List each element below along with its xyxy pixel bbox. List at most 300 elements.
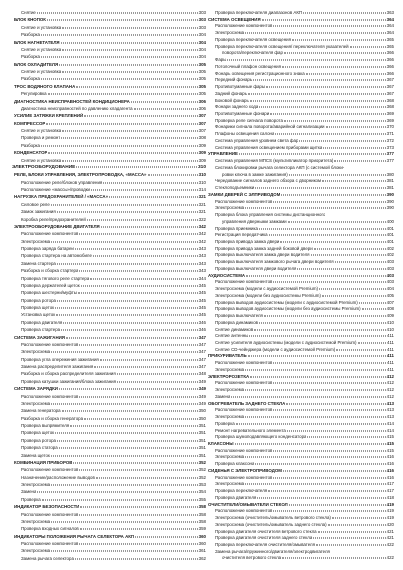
toc-page-number: 412 [386, 380, 394, 386]
toc-entry [12, 217, 206, 223]
toc-page-number: 347 [198, 349, 206, 355]
toc-entry [12, 438, 206, 444]
toc-entry [12, 180, 206, 186]
toc-page-number: 345 [198, 282, 206, 288]
toc-entry-title: Передний фонарь [215, 77, 253, 83]
toc-page-number: 402 [386, 252, 394, 258]
toc-entry-title: Проверка выключателя замкового рычага двери водителя [215, 259, 334, 265]
dot-leader [37, 492, 197, 493]
toc-entry [206, 515, 394, 521]
toc-entry [12, 276, 206, 282]
dot-leader [280, 241, 385, 242]
toc-entry [206, 542, 394, 548]
toc-page-number: 390 [386, 205, 394, 211]
dot-leader [268, 491, 386, 492]
toc-entry-title: Проверка реле сигнала поворота [215, 117, 283, 123]
dot-leader [292, 39, 386, 40]
dot-leader [57, 300, 198, 301]
toc-page-number: 419 [386, 501, 394, 507]
toc-entry [206, 434, 394, 440]
toc-page-number: 349 [198, 393, 206, 399]
toc-page-number: 422 [386, 555, 394, 561]
toc-entry-title: Проверка выпрямителя [21, 423, 70, 428]
toc-entry [206, 165, 394, 171]
dot-leader [250, 100, 386, 101]
toc-page-number: 305 [198, 69, 206, 74]
toc-entry [12, 497, 206, 503]
dot-leader [297, 268, 385, 269]
toc-entry [206, 495, 394, 501]
toc-entry-title: ОБОГРЕВАТЕЛЬ ЗАДНЕГО СТЕКЛА [208, 400, 286, 406]
toc-page-number: 377 [386, 158, 394, 164]
toc-entry [206, 555, 394, 561]
toc-entry-title: Проверка ротора [21, 437, 56, 443]
toc-page-number: 366 [386, 63, 394, 69]
toc-entry-title: Замена рычага селектора [21, 555, 74, 561]
dot-leader [283, 470, 386, 471]
dot-leader [246, 275, 386, 276]
toc-entry [206, 178, 394, 184]
toc-entry-title: очистителя ветрового стекла [222, 555, 282, 561]
toc-page-number: 362 [198, 555, 206, 561]
toc-entry-title: ПРИКУРИВАТЕЛЬ [208, 353, 247, 359]
toc-section-heading [206, 401, 394, 407]
toc-entry-title: Замена стартера [21, 260, 56, 266]
toc-entry [12, 342, 206, 348]
dot-leader [117, 381, 198, 382]
toc-section-heading [206, 273, 394, 279]
dot-leader [59, 389, 198, 390]
toc-page-number: 343 [198, 260, 206, 266]
toc-entry-title: Противотуманные фонари [215, 111, 270, 117]
toc-entry [206, 10, 394, 16]
toc-entry [206, 481, 394, 487]
toc-entry-title: Расположение компонентов [215, 198, 273, 204]
toc-entry-title: Замена генератора [21, 408, 61, 414]
toc-entry [12, 519, 206, 525]
toc-entry [206, 239, 394, 245]
toc-page-number: 314 [198, 187, 206, 192]
toc-entry [206, 64, 394, 70]
toc-entry [12, 371, 206, 377]
toc-entry-title: Разборка [21, 32, 40, 38]
dot-leader [249, 336, 386, 337]
toc-entry [206, 367, 394, 373]
toc-page-number: 304 [198, 46, 206, 52]
toc-entry-title: Электросхема (модели с аудиосистемой Premium) [215, 286, 318, 292]
dot-leader [57, 440, 198, 441]
toc-entry-title: Установка щеток [21, 312, 56, 318]
toc-entry-title: Регистрация передатчика [215, 232, 268, 238]
toc-entry [12, 349, 206, 355]
dot-leader [245, 484, 386, 485]
dot-leader [288, 221, 386, 222]
toc-page-number: 409 [386, 313, 394, 319]
dot-leader [73, 462, 197, 463]
dot-leader [51, 352, 198, 353]
dot-leader [61, 138, 197, 139]
toc-entry [206, 30, 394, 36]
toc-section-heading [12, 224, 206, 230]
dot-leader [48, 153, 197, 154]
toc-entry [12, 54, 206, 60]
toc-page-number: 351 [198, 423, 206, 428]
dot-leader [316, 545, 386, 546]
dot-leader [51, 455, 198, 456]
dot-leader [135, 536, 198, 537]
toc-page-number: 307 [198, 128, 206, 133]
toc-section-heading [12, 113, 206, 119]
toc-page-number: 309 [198, 142, 206, 148]
dot-leader [55, 433, 198, 434]
toc-entry [206, 23, 394, 29]
dot-leader [117, 374, 198, 375]
toc-page-number: 365 [386, 43, 394, 49]
dot-leader [314, 248, 386, 249]
dot-leader [262, 19, 386, 20]
toc-page-number: 412 [386, 373, 394, 379]
toc-entry-title: Проверка двигателя [215, 494, 257, 500]
dot-leader [134, 108, 198, 109]
dot-leader [322, 181, 386, 182]
dot-leader [282, 558, 386, 559]
dot-leader [326, 127, 386, 128]
toc-entry-title: Электросхема [215, 205, 245, 211]
toc-entry [12, 231, 206, 237]
toc-page-number: 321 [198, 194, 206, 200]
dot-leader [259, 228, 386, 229]
dot-leader [257, 497, 385, 498]
toc-entry [12, 128, 206, 134]
toc-page-number: 342 [198, 238, 206, 244]
toc-entry [206, 172, 394, 178]
toc-entry-title: Расположение компонентов [215, 23, 273, 29]
toc-entry-title: Расположение реле/блоков управления [21, 179, 103, 185]
toc-entry [12, 430, 206, 436]
toc-entry-title: ровки ключа в замке зажигания) [222, 171, 288, 177]
toc-page-number: 401 [386, 232, 394, 238]
toc-entry-title: Фонарики сигнала поворота/аварийной сигнализации [215, 124, 325, 130]
toc-entry-title: ЭЛЕКТРООБОРУДОВАНИЕ ДВИГАТЕЛЯ [14, 223, 100, 229]
dot-leader [259, 107, 385, 108]
toc-page-number: 342 [198, 231, 206, 237]
dot-leader [248, 356, 386, 357]
toc-entry-title: Разборка и сборка стартера [21, 268, 79, 274]
toc-page-number: 373 [386, 144, 394, 150]
toc-entry-title: Проверка двигателя [21, 319, 63, 325]
dot-leader [51, 204, 198, 205]
toc-entry [206, 71, 394, 77]
dot-leader [336, 349, 386, 350]
dot-leader [269, 235, 386, 236]
toc-page-number: 345 [198, 297, 206, 303]
dot-leader [334, 161, 385, 162]
toc-page-number: 381 [386, 178, 394, 184]
toc-entry [206, 259, 394, 265]
toc-entry [206, 333, 394, 339]
toc-entry [206, 306, 394, 312]
toc-page-number: 416 [386, 474, 394, 480]
toc-entry-title: Проверка [21, 496, 41, 502]
toc-entry-title: Фонари заднего хода [215, 104, 259, 110]
toc-entry-title: Боковой фонарь [215, 97, 249, 103]
dot-leader [273, 410, 385, 411]
toc-entry [206, 226, 394, 232]
toc-section-heading [12, 121, 206, 127]
toc-page-number: 358 [198, 504, 206, 510]
dot-leader [41, 35, 198, 36]
toc-entry-title: Проверка и ремонт [21, 135, 61, 141]
toc-page-number: 352 [198, 459, 206, 465]
dot-leader [62, 160, 197, 161]
dot-leader [93, 256, 198, 257]
dot-leader [75, 249, 198, 250]
toc-page-number: 381 [386, 185, 394, 191]
dot-leader [41, 57, 198, 58]
toc-entry-title: Проверка стартера на автомобиле [21, 253, 92, 259]
toc-entry-title: Расположение компонентов [215, 279, 273, 285]
toc-page-number: 321 [198, 201, 206, 207]
toc-entry-title: Расположение компонентов [21, 341, 79, 347]
toc-entry-title: Проверка заряда батареи [21, 246, 74, 251]
dot-leader [51, 485, 198, 486]
toc-entry [12, 526, 206, 532]
toc-entry-title: поворота/переключателя фар [222, 50, 283, 56]
toc-page-number: 309 [198, 157, 206, 163]
toc-page-number: 310 [197, 164, 206, 170]
toc-entry-title: Проверка выключателя двери водителя [215, 265, 297, 271]
toc-page-number: 347 [198, 334, 206, 340]
toc-entry [206, 98, 394, 104]
toc-entry-title: Проверка переключателя освещения/ переключателя указателей [215, 43, 349, 49]
toc-page-number: 413 [386, 407, 394, 413]
toc-page-number: 419 [386, 508, 394, 514]
toc-entry-title: НАГРУЗКА ПРЕДОХРАНИТЕЛЕЙ / «МАССА» [14, 194, 109, 200]
toc-entry [206, 57, 394, 63]
toc-page-number: 377 [386, 151, 394, 157]
toc-entry-title: КОМБИНАЦИЯ ПРИБОРОВ [14, 459, 73, 465]
toc-entry-title: Потолочный плафон освещения [215, 63, 282, 69]
toc-entry [206, 199, 394, 205]
toc-entry-title: Проверка статора [21, 445, 58, 451]
toc-entry [12, 143, 206, 149]
toc-section-heading [12, 172, 206, 178]
dot-leader [41, 79, 198, 80]
toc-entry-title: Система управления МПСS (мультипликатор приоритета) [215, 158, 334, 164]
toc-entry-title: Электросхема [215, 481, 245, 487]
toc-entry-title: Электросхема [21, 238, 51, 244]
dot-leader [37, 13, 198, 14]
toc-entry [206, 475, 394, 481]
dot-leader [255, 188, 385, 189]
toc-entry [12, 475, 206, 481]
toc-entry [206, 522, 394, 528]
dot-leader [62, 27, 197, 28]
toc-page-number: 363 [386, 10, 394, 15]
toc-entry [206, 212, 394, 218]
toc-page-number: 351 [198, 437, 206, 443]
toc-entry-title: Проверка тягового реле стартера [21, 275, 90, 281]
toc-entry [206, 77, 394, 83]
toc-page-number: 401 [386, 225, 394, 231]
toc-entry-title: Снятие и установка [21, 69, 62, 74]
toc-entry [12, 416, 206, 422]
toc-page-number: 421 [386, 535, 394, 541]
dot-leader [245, 33, 386, 34]
toc-page-number: 370 [386, 124, 394, 130]
toc-page-number: 413 [386, 400, 394, 406]
dot-leader [84, 116, 198, 117]
toc-section-heading [206, 374, 394, 380]
toc-entry-title: Проверка стартера [21, 327, 61, 333]
toc-page-number: 306 [198, 105, 206, 111]
toc-entry-title: Замена [215, 393, 231, 399]
toc-entry [206, 205, 394, 211]
toc-entry-title: Разборка и сборка генератора [21, 415, 84, 421]
dot-leader [281, 194, 385, 195]
toc-entry [206, 488, 394, 494]
toc-page-number: 322 [198, 216, 206, 222]
dot-leader [80, 529, 198, 530]
dot-leader [306, 73, 386, 74]
toc-entry-title: Проверка двигателя очистителя ветрового стекла [215, 528, 317, 534]
dot-leader [245, 417, 386, 418]
dot-leader [90, 278, 197, 279]
toc-page-number: 367 [386, 84, 394, 90]
toc-entry-title: ИНДИКАТОРЫ ПОЛОЖЕНИЯ РЫЧАГА СЕЛЕКТОРА АКП [14, 533, 135, 539]
dot-leader [63, 322, 197, 323]
toc-entry-title: Расположение компонентов [21, 231, 79, 237]
toc-entry [206, 185, 394, 191]
toc-entry [12, 209, 206, 215]
toc-entry-title: Проверка шумоподавляющего конденсатора [215, 434, 307, 440]
toc-entry-title: ИНДИКАТОР БЕЗОПАСНОСТИ [14, 504, 80, 510]
toc-entry-title: Проверка выключателя [215, 313, 263, 319]
toc-entry-title: Проверка переключателя освещения [215, 36, 291, 42]
toc-entry [206, 549, 394, 555]
toc-section-heading [12, 386, 206, 392]
toc-entry [206, 293, 394, 299]
toc-entry-title: Проверка переключателя диапазонов АКП [215, 10, 303, 15]
toc-entry [12, 364, 206, 370]
toc-entry-title: ТРОС ВОДЯНОГО КЛАПАНА [14, 83, 76, 89]
toc-entry-title: управления дверными замками [222, 218, 287, 224]
dot-leader [79, 514, 197, 515]
toc-page-number: 412 [386, 387, 394, 393]
toc-entry-title: Снятие и установка [21, 128, 62, 133]
dot-leader [101, 226, 198, 227]
toc-section-heading [12, 165, 206, 171]
toc-entry [206, 266, 394, 272]
toc-entry-title: БЛОК КНОПОК [14, 17, 46, 23]
toc-entry-title: ЭЛЕКТРОРОЗЕТКА [208, 373, 250, 379]
toc-page-number: 405 [386, 292, 394, 298]
toc-section-heading [12, 99, 206, 105]
toc-entry-title: Проверка клаксона [215, 461, 255, 467]
dot-leader [350, 46, 386, 47]
dot-leader [51, 241, 198, 242]
toc-entry-title: Расположение компонентов [21, 467, 79, 473]
dot-leader [94, 367, 197, 368]
toc-page-number: 404 [386, 286, 394, 292]
toc-entry [12, 268, 206, 274]
toc-entry [12, 187, 206, 193]
dot-leader [78, 293, 198, 294]
toc-page-number: 411 [386, 353, 394, 359]
toc-entry-title: Проверка щеток [21, 430, 55, 436]
dot-leader [61, 330, 198, 331]
toc-page-number: 366 [386, 50, 394, 56]
toc-entry-title: Электросхема [215, 387, 245, 393]
toc-entry-title: Проверка щеток [21, 305, 55, 310]
toc-entry-title: Расположение компонентов [215, 447, 273, 453]
toc-entry [12, 253, 206, 259]
toc-page-number: 346 [198, 327, 206, 333]
toc-entry [12, 25, 206, 31]
dot-leader [84, 418, 198, 419]
dot-leader [335, 262, 386, 263]
dot-leader [100, 359, 198, 360]
toc-entry [206, 327, 394, 333]
toc-entry [12, 320, 206, 326]
toc-entry-title: Разборка [21, 76, 40, 82]
toc-entry-title: Проверка двигателя очистителя заднего стекла [215, 535, 313, 541]
toc-entry [206, 111, 394, 117]
toc-entry [12, 246, 206, 252]
toc-entry [12, 298, 206, 304]
toc-section-heading [12, 194, 206, 200]
toc-page-number: 352 [198, 467, 206, 473]
toc-entry [206, 535, 394, 541]
toc-entry [206, 279, 394, 285]
toc-entry [206, 380, 394, 386]
toc-entry-title: Проверка шестерни/муфты [21, 290, 77, 296]
dot-leader [57, 263, 198, 264]
dot-leader [103, 182, 197, 183]
toc-entry-title: РЕЛЕ, БЛОКИ УПРАВЛЕНИЯ, ЭЛЕКТРОПРОВОДКА, «МАССА» [14, 172, 147, 178]
toc-page-number: 400 [386, 218, 394, 224]
toc-entry-title: Расположение компонентов [21, 393, 79, 399]
toc-entry [206, 448, 394, 454]
toc-page-number: 303 [198, 24, 206, 30]
toc-entry [206, 421, 394, 427]
toc-page-number: 349 [198, 386, 206, 392]
toc-entry-title: Ремонт нагревательного элемента [215, 427, 286, 433]
toc-section-heading [12, 460, 206, 466]
toc-entry-title: Разборка и сборка распределителя зажигания [21, 371, 116, 377]
toc-page-number: 421 [386, 528, 394, 534]
toc-entry-title: Электросхема [21, 349, 51, 355]
toc-entry-title: Расположение компонентов [215, 407, 273, 413]
toc-page-number: 417 [386, 488, 394, 494]
toc-page-number: 355 [198, 496, 206, 502]
toc-entry-title: СИСТЕМА ЗАРЯДКИ [14, 386, 58, 392]
toc-entry-title: ЗАМКИ ДВЕРЕЙ С ЭЛПРИВОДОМ [208, 191, 281, 197]
toc-entry [206, 252, 394, 258]
dot-leader [61, 42, 198, 43]
toc-entry-title: Проверка приемника [215, 225, 258, 231]
toc-page-number: 345 [198, 305, 206, 310]
dot-leader [245, 390, 386, 391]
toc-entry-title: Проверка динамиков [215, 319, 258, 325]
toc-entry-title: Электросхема (модели без аудиосистемы Premium) [215, 292, 321, 298]
toc-entry [12, 290, 206, 296]
toc-entry [206, 508, 394, 514]
toc-entry-title: Стеклоподъемники [215, 185, 255, 191]
toc-entry-title: Замена рычага/пружинного/двигателя/электродвигателя [215, 548, 330, 554]
dot-leader [79, 470, 197, 471]
toc-page-number: 372 [386, 137, 394, 143]
